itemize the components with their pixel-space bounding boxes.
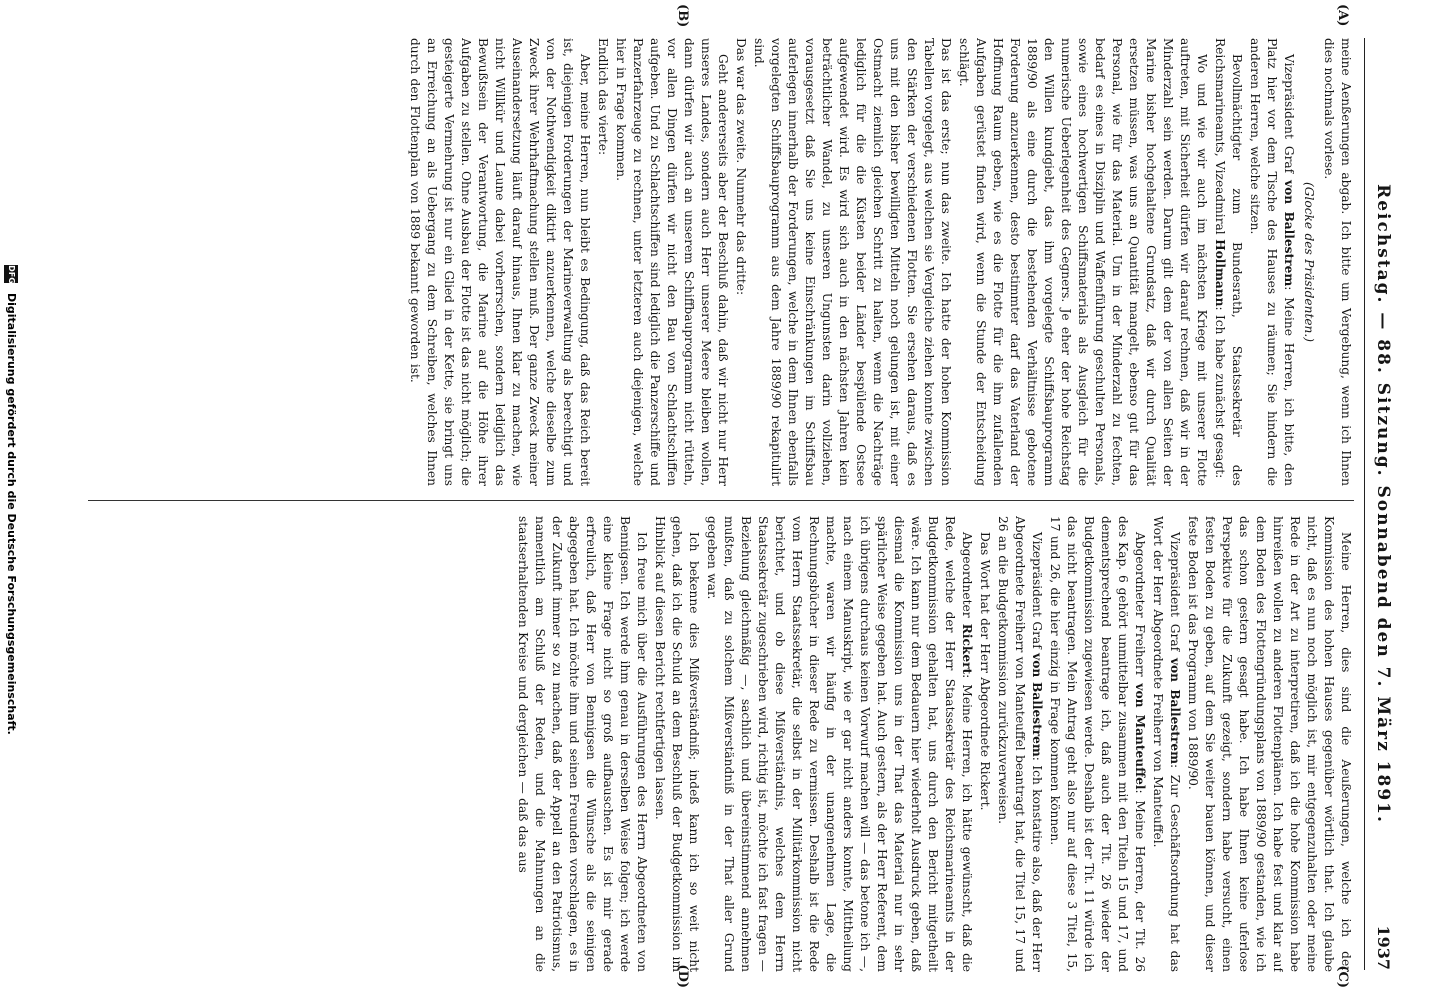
right-column-paragraph: Abgeordneter Freiherr von Manteuffel: Meine Herren, der Tit. 26 des Kap. 6 gehört unmittelbar zusammen mit den Titeln 15 und 17, und dementsprechend beantrage ich, daß auch der Tit. 26 wieder der Budgetkommission zugewiesen werde. Deshalb ist der Tit. 11 würde ich das nicht beantragen. Mein Antrag geht also nur auf diese 3 Titel, 15, 17 und 26, die hier einzig in Frage kommen können.: [1048, 516, 1147, 972]
margin-marker-a: (A): [1335, 4, 1350, 27]
left-column-paragraph: Wo und wie wir auch im nächsten Kriege mit unserer Flotte auftreten, mit Sicherheit dürfen wir darauf rechnen, daß wir in der Minderzahl sein werden. Darum gilt dem der von allen Seiten der Marine bisher hochgehaltene Grundsatz, daß wir durch Qualität ersetzen müssen, was uns an Quantität mangelt, ebenso gut für das Personal, wie für das Material. Um in der Minderzahl zu fechten, bedarf es eines in Disziplin und Waffenführung geschulten Personals, sowie eines hochwertigen Schiffsmaterials als Ausgleich für die numerische Ueberlegenheit des Gegners. Je eher der hohe Reichstag den Willen kundgiebt, das ihm vorgelegte Schiffsbauprogramm 1889/90 als eine durch die bestehenden Verhältnisse gebotene Forderung anzuerkennen, desto bestimmter darf das Vaterland der Hoffnung Raum geben, wie es die Flotte für die ihm zufallenden Aufgaben gerüstet finden wird, wenn die Stunde der Entscheidung schlägt.: [957, 38, 1209, 486]
page-header-title: Reichstag. — 88. Sitzung. Sonnabend den 7. März 1891.: [1373, 184, 1393, 824]
right-column-paragraph: Vizepräsident Graf von Ballestrem: Zur Geschäftsordnung hat das Wort der Herr Abgeordnete Freiherr von Manteuffel.: [1151, 516, 1182, 972]
left-column-paragraph: Das ist das erste; nun das zweite. Ich hatte der hohen Kommission Tabellen vorgelegt, aus welchen sie Vergleiche ziehen konnte zwischen den Stärken der verschiedenen Flotten. Sie ersehen daraus, daß es uns mit den bisher bewilligten Mitteln noch gelungen ist, mit einer Ostmacht ziemlich gleichen Schritt zu halten, wenn die Nachträge lediglich für die die Küsten beider Länder bespülende Ostsee aufgewendet wird. Es wird sich auch in den nächsten Jahren kein beträchtlicher Wandel, zu unseren Ungunsten darin vollziehen, vorausgesetzt daß Sie uns keine Einschränkungen im Schiffsbau auferlegen innerhalb der Forderungen, welche in dem Ihnen ebenfalls vorgelegten Schiffsbauprogramm aus dem Jahre 1889/90 rekapitulirt sind.: [752, 38, 953, 486]
margin-marker-d: (D): [675, 964, 690, 988]
left-column-paragraph: Bevollmächtigter zum Bundesrath, Staatssekretär des Reichsmarineamts, Vizeadmiral Hollmann: Ich habe zunächst gesagt:: [1213, 38, 1244, 486]
right-column-paragraph: Das Wort hat der Herr Abgeordnete Rickert.: [978, 532, 992, 811]
page-number: 1937: [1374, 925, 1393, 970]
text-column-right: [88, 516, 1354, 972]
footer-text: Digitalisierung gefördert durch die Deutsche Forschungsgemeinschaft.: [5, 293, 18, 735]
left-column-paragraph: Endlich das vierte:: [596, 38, 610, 156]
right-column-paragraph: Ich freue mich über die Ausführungen des Herrn Abgeordneten von Bennigsen. Ich werde ihm genau in derselben Weise folgen; ich werde eine kleine Frage nicht so groß aufbauschen. Es ist mir gerade erfreulich, daß Herr von Bennigsen die Wünsche als die seinigen abgegeben hat. Ich möchte ihm und seinen Freunden vorschlagen, es in der Zukunft immer so zu machen, daß der Appell an den Patriotismus, namentlich am Schluß der Reden, und die Mahnungen an die staatserhaltenden Kreise und dergleichen — daß das aus: [516, 516, 649, 972]
left-column-paragraph: Aber, meine Herren, nun bleibt es Bedingung, daß das Reich bereit ist, diejenigen Forderungen der Marineverwaltung als berechtigt und von der Nothwendigkeit diktirt anzuerkennen, welche dieselbe zum Zweck ihrer Wehrhaftmachung stellen muß. Der ganze Zweck meiner Auseinandersetzung läuft darauf hinaus, Ihnen klar zu machen, wie nicht Willkür und Laune dabei vorherrschen, sondern lediglich das Bewußtsein der Verantwortung, die Marine auf die Höhe ihrer Aufgaben zu stellen. Ohne Ausbau der Flotte ist das nicht möglich; die gesteigerte Vermehrung ist nur ein Glied in der Kette, sie bringt uns an Erreichung an als Uebergang zu dem Schreiben, welches Ihnen durch den Flottenplan von 1889 bekannt geworden ist.: [408, 38, 592, 486]
left-column-paragraph: Geht andererseits aber der Beschluß dahin, daß wir nicht nur Herr unseres Landes, sondern auch Herr unserer Meere bleiben wollen, dann dürfen wir auch an unserem Schiffbauprogramm nicht rütteln, vor allen Dingen dürfen wir nicht den Bau von Schlachtschiffen aufgeben. Und zu Schlachtschiffen sind lediglich die Panzerschiffe und Panzerfahrzeuge zu rechnen, unter letzteren auch diejenigen, welche hier in Frage kommen.: [614, 38, 730, 486]
page-header: [1364, 38, 1397, 970]
column-divider: [88, 500, 1354, 501]
right-column-paragraph: Vizepräsident Graf von Ballestrem: Ich konstatire also, daß der Herr Abgeordnete Freiherr von Manteuffel beantragt hat, die Titel 15, 17 und 26 an die Budgetkommission zurückzuverweisen.: [996, 516, 1044, 972]
left-column-paragraph: (Glocke des Präsidenten.): [1302, 181, 1316, 343]
left-column-paragraph: Das war das zweite. Nunmehr das dritte:: [734, 38, 748, 296]
page-footer: [0, 0, 18, 1000]
margin-marker-b: (B): [675, 4, 690, 28]
text-column-left: [88, 38, 1354, 486]
right-column-paragraph: Abgeordneter Rickert: Meine Herren, ich hätte gewünscht, daß die Rede, welche der Herr Staatssekretär des Reichsmarineamts in der Budgetkommission gehalten hat, uns durch den Bericht mitgetheilt wäre. Ich kann nur dem Bedauern hier wiederholt Ausdruck geben, daß diesmal die Kommission uns in der That das Material nur in sehr spärlicher Weise gegeben hat. Auch gestern, als der Herr Referent, dem ich übrigens durchaus keinen Vorwurf machen will — das betone ich —, nach einem Manuskript, wie er gar nicht anders konnte, Mittheilung machte, waren wir häufig in der unangenehmen Lage, die Rechnungsbücher in dieser Rede zu vermissen. Deshalb ist die Rede vom Herrn Staatssekretär, die selbst in der Militärkommission nicht berichtet, und ob diese Mißverständnis, welches dem Herrn Staatssekretär zugeschrieben wird, richtig ist, möchte ich fast fragen — Beziehung gleichmäßig —, sachlich und übereinstimmend annehmen mußten, daß zu solchem Mißverständniß in der That aller Grund gegeben war.: [705, 516, 974, 972]
dfg-logo: DFG: [4, 265, 18, 283]
right-column-paragraph: Meine Herren, dies sind die Aeußerungen, welche ich der Kommission des hohen Hauses gegenüber wörtlich that. Ich glaube nicht, daß es nun noch möglich ist, mir entgegenzuhalten oder meine Rede in der Art zu interpretiren, daß ich die hohe Kommission habe hinreißen wollen zu anderen Flottenplänen. Ich habe fest und klar auf dem Boden des Flottengründungsplans von 1889/90 gestanden, wie ich das schon gestern gesagt habe. Ich habe Ihnen keine uferlose Perspektive für die Zukunft gezeigt, sondern habe versucht, einen festen Boden zu geben, auf dem Sie weiter bauen können, und dieser feste Boden ist das Programm von 1889/90.: [1186, 516, 1353, 972]
left-column-paragraph: meine Aenßerungen abgab. Ich bitte um Vergebung, wenn ich Ihnen dies nochmals vorlese.: [1322, 38, 1353, 486]
left-column-paragraph: Vizepräsident Graf von Ballestrem: Meine Herren, ich bitte, den Platz hier vor dem Tische des Hauses zu räumen; Sie hindern die anderen Herren, welche sitzen.: [1248, 38, 1296, 486]
margin-marker-c: (C): [1335, 965, 1350, 988]
right-column-paragraph: Ich bekenne dies Mißverständniß; indeß kann ich so weit nicht gehen, daß ich die Schuld an dem Beschluß der Budgetkommission im Hinblick auf diesen Bericht rechtfertigen lassen.: [653, 516, 701, 972]
